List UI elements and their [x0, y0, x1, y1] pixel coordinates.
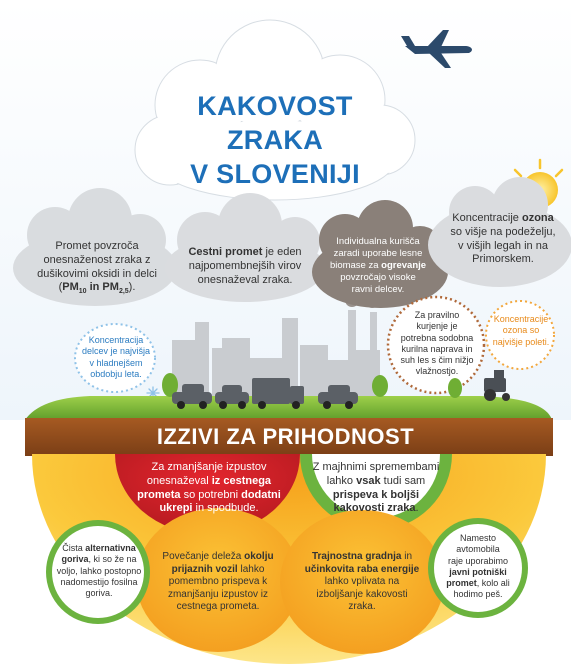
- section-title: IZZIVI ZA PRIHODNOST: [156, 424, 415, 449]
- cloud-biomass-text: Individualna kurišča zaradi uporabe lesne biomase za ogrevanje povzročajo visoke ravni delcev.: [329, 236, 427, 295]
- title-line-2: V SLOVENIJI: [190, 158, 360, 189]
- cloud-ozone-text: Koncentracije ozona so višje na podeželju, v višjih legah in na Primorskem.: [450, 212, 556, 266]
- note-ozone-summer-text: Koncentracije ozona so najvišje poleti.: [492, 314, 550, 347]
- page-title: [150, 90, 400, 191]
- cloud-road-traffic-text: Cestni promet je eden najpomembnejših virov onesnaževal zraka.: [188, 246, 302, 286]
- note-heating-text: Za pravilno kurjenje je potrebna sodobna kurilna naprava in suh les s čim nižjo vlažnostjo.: [400, 310, 474, 377]
- challenge-road-traffic-text: Za zmanjšanje izpustov onesnaževal iz cestnega prometa so potrebni dodatni ukrepi in spodbude.: [137, 461, 281, 515]
- title-line-1: KAKOVOST ZRAKA: [197, 91, 353, 155]
- note-particles-text: Koncentracija delcev je najvišja v hladnejšem obdobju leta.: [81, 335, 151, 379]
- challenge-transport-text: Namesto avtomobila raje uporabimo javni potniški promet, kolo ali hodimo peš.: [446, 533, 510, 600]
- challenge-everyone-text: Z majhnimi spremembami lahko vsak tudi sam prispeva k boljši kakovosti zraka.: [312, 461, 440, 515]
- challenge-vehicles-text: Povečanje deleža okolju prijaznih vozil lahko pomembno prispeva k zmanjšanju izpustov iz cestnega prometa.: [162, 551, 274, 612]
- cloud-traffic-text: Promet povzroča onesnaženost zraka z dušikovimi oksidi in delci ($PM_{10}$ in $PM_{2,5}$).: [37, 240, 157, 296]
- challenge-fuels-text: Čista alternativna goriva, ki so že na voljo, lahko postopno nadomestijo fosilna goriva.: [56, 543, 142, 598]
- challenge-buildings-text: Trajnostna gradnja in učinkovita raba energije lahko vplivata na izboljšanje kakovosti zraka.: [304, 551, 420, 612]
